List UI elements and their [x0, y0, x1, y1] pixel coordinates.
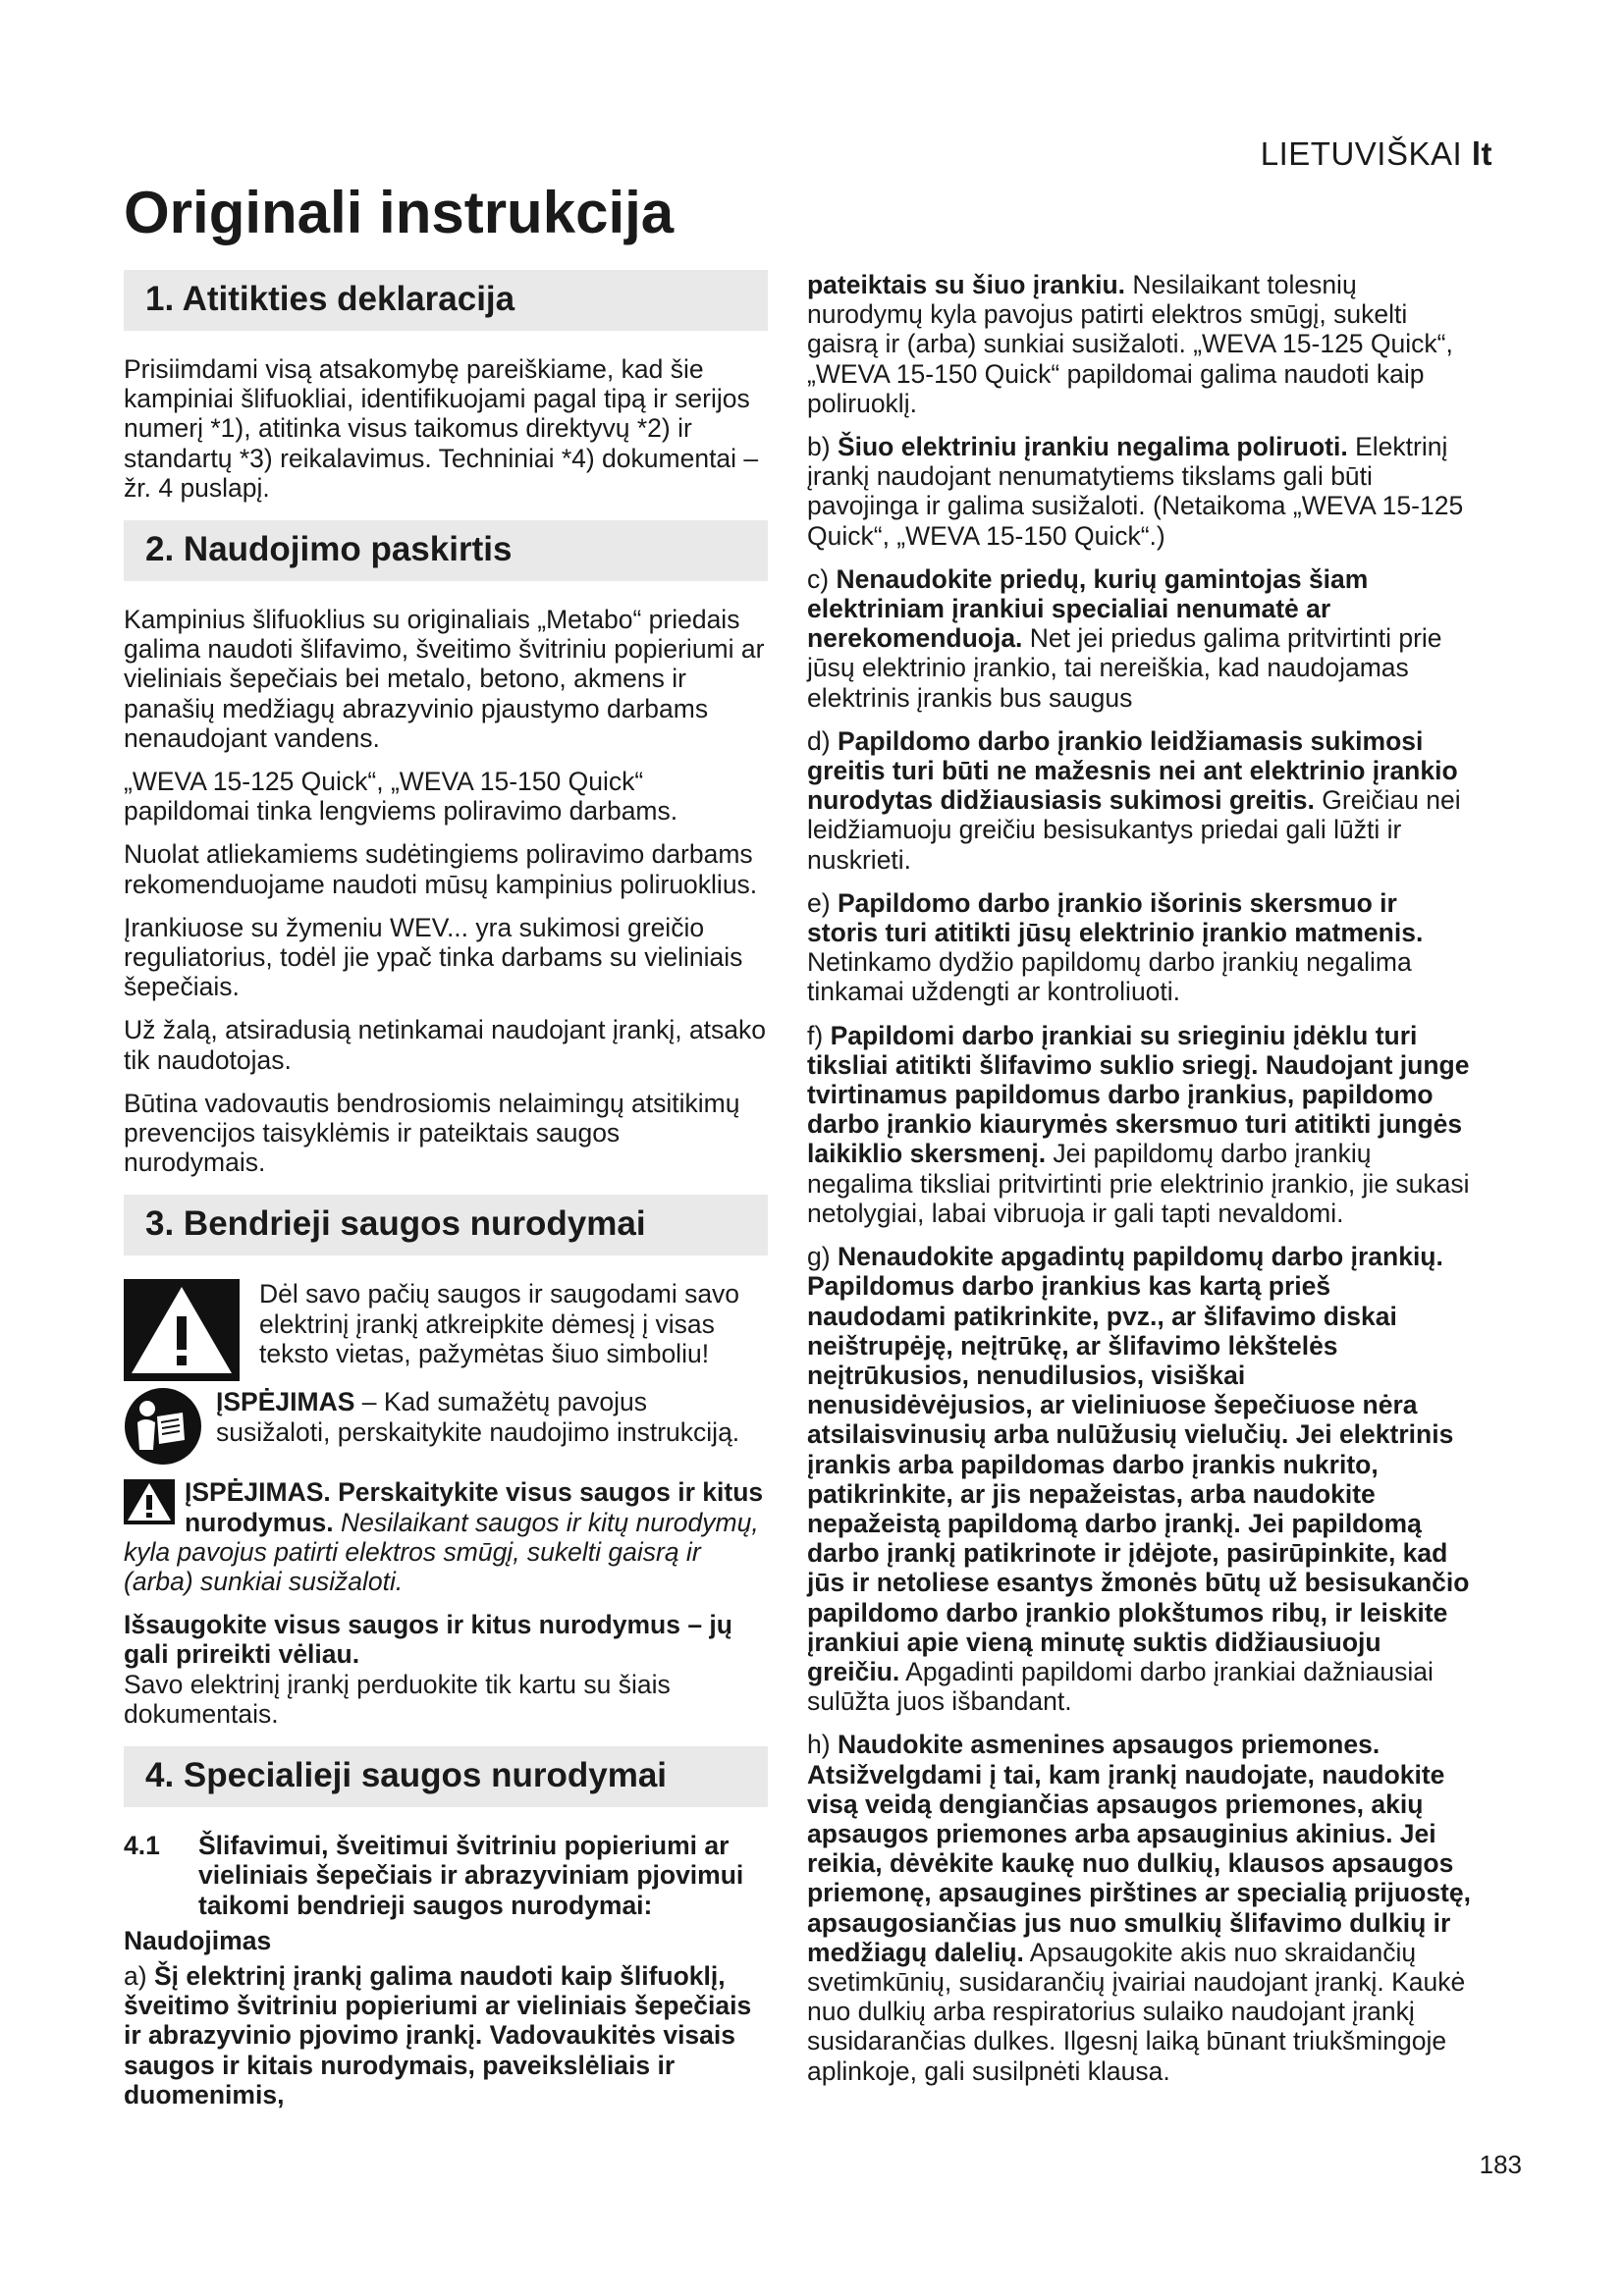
- item-a-continued: pateiktais su šiuo įrankiu. Nesilaikant tolesnių nurodymų kyla pavojus patirti elektros smūgį, sukelti gaisrą ir (arba) sunkiai susižaloti. „WEVA 15-125 Quick“, „WEVA 15-150 Quick“ papildomai galima naudoti kaip poliruoklį.: [807, 270, 1453, 418]
- item-g: g) Nenaudokite apgadintų papildomų darbo įrankių. Papildomus darbo įrankius kas kartą prieš naudodami patikrinkite, pvz., ar šlifavimo diskai neištrupėję, neįtrūkę, ar šlifavimo lėkštelės neįtrūkusios, nenudilusios, visiškai nenusidėvėjusios, ar vieliniuose šepečiuose nėra atsilaisvinusių arba nulūžusių vielučių. Jei elektrinis įrankis arba papildomas darbo įrankis nukrito, patikrinkite, ar jis nepažeistas, arba naudokite nepažeistą papildomą darbo įrankį. Jei papildomą darbo įrankį patikrinote ir įdėjote, pasirūpinkite, kad jūs ir netoliese esantys žmonės būtų už besisukančio papildomo darbo įrankio plokštumos ribų, ir leiskite įrankiui apie vieną minutę suktis didžiausiuoju greičiu. Apgadinti papildomi darbo įrankiai dažniausiai sulūžta juos išbandant.: [807, 1242, 1470, 1717]
- read-manual-icon: [124, 1387, 202, 1466]
- item-h: h) Naudokite asmenines apsaugos priemones. Atsižvelgdami į tai, kam įrankį naudojate, naudokite visą veidą dengiančias apsaugos priemones, akių apsaugos priemones arba apsauginius akinius. Jei reikia, dėvėkite kaukę nuo dulkių, klausos apsaugos priemonę, apsaugines pirštines ar specialią prijuostę, apsaugosiančias jus nuo smulkių šlifavimo dulkių ir medžiagų dalelių. Apsaugokite akis nuo skraidančių svetimkūnių, susidarančių įvairiai naudojant įrankį. Kaukė nuo dulkių arba respiratorius sulaiko naudojant įrankį susidarančias dulkes. Ilgesnį laiką būnant triukšmingoje aplinkoje, gali susilpnėti klausa.: [807, 1730, 1471, 2086]
- section-heading-2: 2. Naudojimo paskirtis: [124, 520, 768, 581]
- item-d: d) Papildomo darbo įrankio leidžiamasis sukimosi greitis turi būti ne mažesnis nei ant elektrinio įrankio nurodytas didžiausiasis sukimosi greitis. Greičiau nei leidžiamuoju greičiu besisukantys priedai gali lūžti ir nuskrieti.: [807, 725, 1461, 875]
- warning-triangle-icon: [124, 1279, 240, 1381]
- section-heading-4: 4. Specialieji saugos nurodymai: [124, 1746, 768, 1807]
- usage-paragraph-3: Nuolat atliekamiems sudėtingiems poliravimo darbams rekomenduojame naudoti mūsų kampinius poliruoklius.: [124, 839, 758, 899]
- keep-instructions-text: Išsaugokite visus saugos ir kitus nurodymus – jų gali prireikti vėliau. Savo elektrinį įrankį perduokite tik kartu su šiais dokumentais.: [124, 1610, 732, 1729]
- declaration-paragraph: Prisiimdami visą atsakomybę pareiškiame, kad šie kampiniai šlifuokliai, identifikuojami pagal tipą ir serijos numerį *1), atitinka visus taikomus direktyvų *2) ir standartų *3) reikalavimus. Techniniai *4) dokumentai – žr. 4 puslapį.: [124, 354, 759, 503]
- subsection-number: 4.1: [124, 1831, 160, 1861]
- usage-paragraph-1: Kampinius šlifuoklius su originaliais „Metabo“ priedais galima naudoti šlifavimo, šveitimo švitriniu popieriumi ar vieliniais šepečiais bei metalo, betono, akmens ir panašių medžiagų abrazyvinio pjaustymo darbams nenaudojant vandens.: [124, 605, 765, 753]
- page-title: Originali instrukcija: [124, 180, 675, 245]
- section-heading-3: 3. Bendrieji saugos nurodymai: [124, 1195, 768, 1255]
- item-c: c) Nenaudokite priedų, kurių gamintojas šiam elektriniam įrankiui specialiai nenumatė ar nerekomenduoja. Net jei priedus galima pritvirtinti prie jūsų elektrinio įrankio, tai nereiškia, kad naudojamas elektrinis įrankis bus saugus: [807, 563, 1442, 713]
- warning-symbol-text: Dėl savo pačių saugos ir saugodami savo elektrinį įrankį atkreipkite dėmesį į visas teksto vietas, pažymėtas šiuo simboliu!: [259, 1279, 740, 1368]
- subsection-4-1: [124, 1831, 768, 1920]
- usage-paragraph-4: Įrankiuose su žymeniu WEV... yra sukimosi greičio reguliatorius, todėl jie ypač tinka darbams su vieliniais šepečiais.: [124, 912, 743, 1002]
- language-label: LIETUVIŠKAI lt: [1260, 135, 1492, 172]
- general-warning-block: [124, 1477, 768, 1596]
- usage-paragraph-2: „WEVA 15-125 Quick“, „WEVA 15-150 Quick“ papildomai tinka lengviems poliravimo darbams.: [124, 767, 678, 827]
- usage-paragraph-5: Už žalą, atsiradusią netinkamai naudojant įrankį, atsako tik naudotojas.: [124, 1015, 767, 1075]
- warning-small-icon: [124, 1479, 175, 1524]
- warning-symbol-row: [124, 1279, 768, 1381]
- left-column: [124, 270, 768, 2123]
- general-warning-text: ĮSPĖJIMAS. Perskaitykite visus saugos ir kitus nurodymus. Nesilaikant saugos ir kitų nurodymų, kyla pavojus patirti elektros smūgį, sukelti gaisrą ir (arba) sunkiai susižaloti.: [124, 1477, 764, 1597]
- item-a: a) Šį elektrinį įrankį galima naudoti kaip šlifuoklį, šveitimo švitriniu popieriumi ar vieliniais šepečiais ir abrazyvinio pjovimo įrankį. Vadovaukitės visais saugos ir kitais nurodymais, paveikslėliais ir duomenimis,: [124, 1960, 752, 2109]
- usage-heading: Naudojimas: [124, 1925, 272, 1955]
- subsection-title: Šlifavimui, šveitimui švitriniu popieriumi ar vieliniais šepečiais ir abrazyviniam pjovimui taikomi bendrieji saugos nurodymai:: [198, 1831, 744, 1920]
- section-heading-1: 1. Atitikties deklaracija: [124, 270, 768, 331]
- right-column: [807, 270, 1475, 2100]
- item-b: b) Šiuo elektriniu įrankiu negalima poliruoti. Elektrinį įrankį naudojant nenumatytiems tikslams gali būti pavojinga ir galima susižaloti. (Netaikoma „WEVA 15-125 Quick“, „WEVA 15-150 Quick“.): [807, 432, 1464, 551]
- page-number: 183: [1479, 2150, 1522, 2179]
- item-f: f) Papildomi darbo įrankiai su srieginiu įdėklu turi tiksliai atitikti šlifavimo suklio sriegį. Naudojant junge tvirtinamus papildomus darbo įrankius, papildomo darbo įrankio kiaurymės skersmuo turi atitikti jungės laikiklio skersmenį. Jei papildomų darbo įrankių negalima tiksliai pritvirtinti prie elektrinio įrankio, jie sukasi netolygiai, labai vibruoja ir gali tapti nevaldomi.: [807, 1020, 1470, 1228]
- item-e: e) Papildomo darbo įrankio išorinis skersmuo ir storis turi atitikti jūsų elektrinio įrankio matmenis. Netinkamo dydžio papildomų darbo įrankių negalima tinkamai uždengti ar kontroliuoti.: [807, 887, 1424, 1007]
- read-manual-text: ĮSPĖJIMAS – Kad sumažėtų pavojus susižaloti, perskaitykite naudojimo instrukciją.: [216, 1387, 740, 1447]
- read-manual-row: [124, 1387, 768, 1466]
- usage-paragraph-6: Būtina vadovautis bendrosiomis nelaimingų atsitikimų prevencijos taisyklėmis ir pateiktais saugos nurodymais.: [124, 1088, 740, 1178]
